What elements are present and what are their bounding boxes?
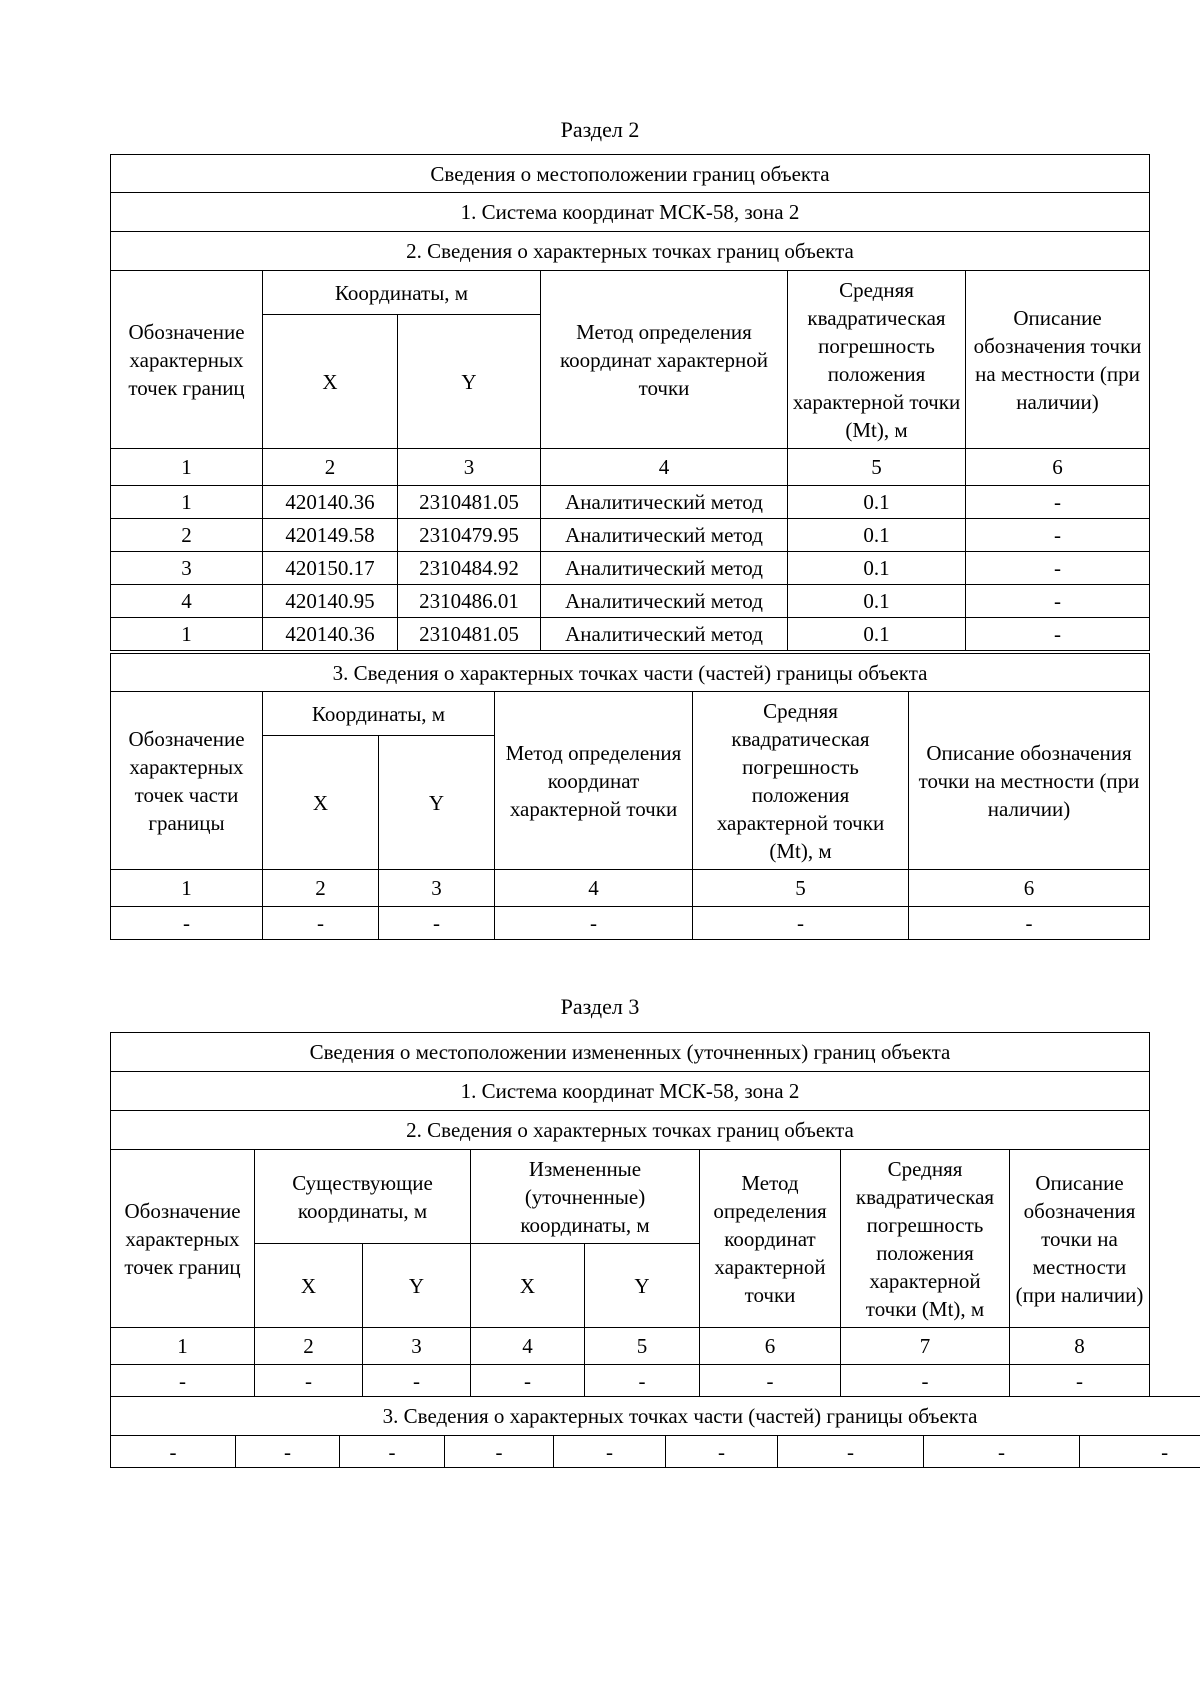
point-error: 0.1: [788, 552, 966, 585]
point-description: -: [966, 519, 1150, 552]
point-method: Аналитический метод: [541, 585, 788, 618]
table-cell: -: [778, 1436, 924, 1468]
header-changed-x: X: [471, 1244, 585, 1328]
point-error: 0.1: [788, 486, 966, 519]
table-cell: -: [340, 1436, 445, 1468]
table-cell: -: [236, 1436, 340, 1468]
table-cell: -: [111, 1436, 236, 1468]
column-number: 2: [263, 870, 379, 907]
table-row: [111, 907, 1150, 940]
table-row: [111, 519, 1150, 552]
section3-points-table: [110, 1032, 1150, 1397]
header-existing-y: Y: [363, 1244, 471, 1328]
section3-parts-heading: 3. Сведения о характерных точках части (частей) границы объекта: [111, 1397, 1200, 1436]
point-error: 0.1: [788, 618, 966, 651]
point-error: 0.1: [788, 519, 966, 552]
table-row: [111, 585, 1150, 618]
column-number: 1: [111, 1328, 255, 1365]
table-row: [111, 618, 1150, 651]
table-row: [111, 1365, 1150, 1397]
column-number: 6: [700, 1328, 841, 1365]
point-error: 0.1: [788, 585, 966, 618]
point-x: 420150.17: [263, 552, 398, 585]
point-number: 2: [111, 519, 263, 552]
table-cell: -: [924, 1436, 1080, 1468]
column-number: 4: [495, 870, 693, 907]
column-numbers-row: [111, 1328, 1150, 1365]
point-number: 1: [111, 486, 263, 519]
column-number: 6: [966, 449, 1150, 486]
point-method: Аналитический метод: [541, 552, 788, 585]
point-y: 2310481.05: [398, 486, 541, 519]
point-y: 2310481.05: [398, 618, 541, 651]
column-number: 6: [909, 870, 1150, 907]
section3-title: Раздел 3: [560, 994, 640, 1019]
column-numbers-row: [111, 870, 1150, 907]
point-x: 420140.36: [263, 486, 398, 519]
header-changed-y: Y: [585, 1244, 700, 1328]
table-cell: -: [1080, 1436, 1200, 1468]
point-method: Аналитический метод: [541, 519, 788, 552]
table-cell: -: [263, 907, 379, 940]
section3-parts-table: [110, 1396, 1200, 1468]
table-cell: -: [909, 907, 1150, 940]
point-method: Аналитический метод: [541, 486, 788, 519]
header-designation: Обозначение характерных точек части границы: [111, 692, 263, 870]
section3-points-heading: 2. Сведения о характерных точках границ объекта: [111, 1111, 1150, 1150]
point-method: Аналитический метод: [541, 618, 788, 651]
header-existing-coordinates: Существующие координаты, м: [255, 1150, 471, 1244]
point-number: 3: [111, 552, 263, 585]
table-cell: -: [363, 1365, 471, 1397]
table-cell: -: [445, 1436, 554, 1468]
column-number: 3: [379, 870, 495, 907]
header-existing-x: X: [255, 1244, 363, 1328]
table-cell: -: [585, 1365, 700, 1397]
column-number: 5: [788, 449, 966, 486]
point-description: -: [966, 618, 1150, 651]
header-x: X: [263, 736, 379, 870]
header-designation: Обозначение характерных точек границ: [111, 1150, 255, 1328]
section3-coord-system: 1. Система координат МСК-58, зона 2: [111, 1072, 1150, 1111]
table-cell: -: [693, 907, 909, 940]
column-number: 3: [398, 449, 541, 486]
column-number: 7: [841, 1328, 1010, 1365]
header-y: Y: [398, 315, 541, 449]
column-number: 2: [255, 1328, 363, 1365]
point-description: -: [966, 552, 1150, 585]
header-description: Описание обозначения точки на местности (при наличии): [1010, 1150, 1150, 1328]
column-number: 3: [363, 1328, 471, 1365]
table-cell: -: [700, 1365, 841, 1397]
header-changed-coordinates: Измененные (уточненные) координаты, м: [471, 1150, 700, 1244]
header-y: Y: [379, 736, 495, 870]
point-description: -: [966, 486, 1150, 519]
section2-points-heading: 2. Сведения о характерных точках границ объекта: [111, 232, 1150, 271]
table-row: [111, 1436, 1200, 1468]
table-cell: -: [1010, 1365, 1150, 1397]
header-method: Метод определения координат характерной точки: [700, 1150, 841, 1328]
header-error: Средняя квадратическая погрешность положения характерной точки (Mt), м: [841, 1150, 1010, 1328]
header-error: Средняя квадратическая погрешность положения характерной точки (Mt), м: [788, 271, 966, 449]
point-y: 2310479.95: [398, 519, 541, 552]
header-coordinates: Координаты, м: [263, 271, 541, 315]
section2-title: Раздел 2: [560, 117, 640, 142]
header-description: Описание обозначения точки на местности (при наличии): [966, 271, 1150, 449]
column-number: 1: [111, 449, 263, 486]
header-method: Метод определения координат характерной точки: [541, 271, 788, 449]
table-row: [111, 486, 1150, 519]
header-coordinates: Координаты, м: [263, 692, 495, 736]
section2-coord-system: 1. Система координат МСК-58, зона 2: [111, 193, 1150, 232]
section2-points-table: [110, 154, 1150, 651]
column-numbers-row: [111, 449, 1150, 486]
point-description: -: [966, 585, 1150, 618]
header-designation: Обозначение характерных точек границ: [111, 271, 263, 449]
column-number: 4: [541, 449, 788, 486]
table-cell: -: [554, 1436, 666, 1468]
point-x: 420149.58: [263, 519, 398, 552]
table-cell: -: [111, 907, 263, 940]
header-error: Средняя квадратическая погрешность положения характерной точки (Mt), м: [693, 692, 909, 870]
table-row: [111, 552, 1150, 585]
header-x: X: [263, 315, 398, 449]
table-cell: -: [379, 907, 495, 940]
point-number: 4: [111, 585, 263, 618]
header-description: Описание обозначения точки на местности (при наличии): [909, 692, 1150, 870]
table-cell: -: [111, 1365, 255, 1397]
section2-parts-heading: 3. Сведения о характерных точках части (частей) границы объекта: [111, 654, 1150, 692]
table-cell: -: [841, 1365, 1010, 1397]
point-x: 420140.95: [263, 585, 398, 618]
table-cell: -: [495, 907, 693, 940]
point-y: 2310486.01: [398, 585, 541, 618]
point-number: 1: [111, 618, 263, 651]
table-cell: -: [471, 1365, 585, 1397]
header-method: Метод определения координат характерной точки: [495, 692, 693, 870]
point-y: 2310484.92: [398, 552, 541, 585]
section2-parts-table: [110, 653, 1150, 940]
column-number: 5: [693, 870, 909, 907]
point-x: 420140.36: [263, 618, 398, 651]
column-number: 4: [471, 1328, 585, 1365]
table-cell: -: [255, 1365, 363, 1397]
column-number: 1: [111, 870, 263, 907]
column-number: 5: [585, 1328, 700, 1365]
column-number: 8: [1010, 1328, 1150, 1365]
section3-caption: Сведения о местоположении измененных (уточненных) границ объекта: [111, 1033, 1150, 1072]
table-cell: -: [666, 1436, 778, 1468]
section2-caption: Сведения о местоположении границ объекта: [111, 155, 1150, 193]
column-number: 2: [263, 449, 398, 486]
